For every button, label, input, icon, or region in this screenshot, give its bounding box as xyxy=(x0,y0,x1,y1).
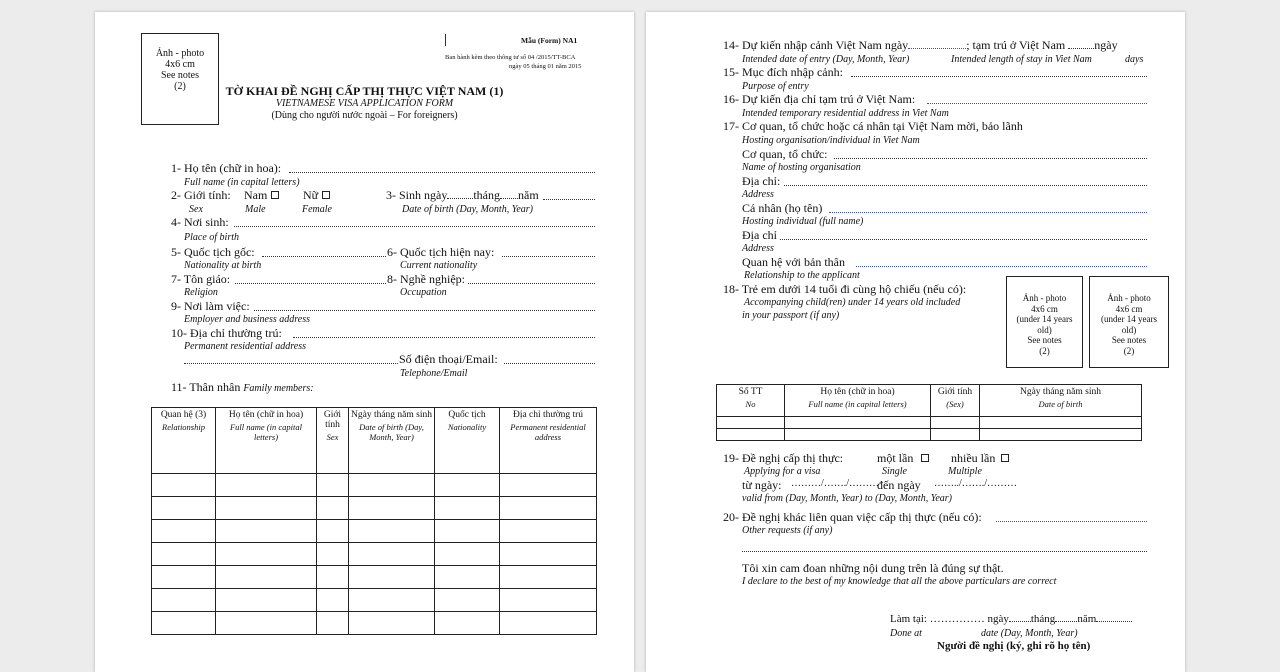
family-col-date-of-birth: Ngày tháng năm sinh Date of birth (Day, Month, Year) xyxy=(349,408,435,474)
children-col-date-of-birth: Ngày tháng năm sinh Date of birth xyxy=(980,385,1142,417)
child-photo-placeholder-1: Ảnh - photo 4x6 cm (under 14 years old) See notes (2) xyxy=(1006,276,1083,368)
full-name-field[interactable] xyxy=(289,172,595,173)
host-organisation-label-en: Name of hosting organisation xyxy=(742,162,861,173)
valid-period-label-en: valid from (Day, Month, Year) to (Day, Month, Year) xyxy=(742,493,952,504)
form-title-vn: TỜ KHAI ĐỀ NGHỊ CẤP THỊ THỰC VIỆT NAM (1) xyxy=(225,84,504,98)
field-7-label: 7- Tôn giáo: xyxy=(171,272,231,286)
signing-place-date-line xyxy=(890,613,1132,625)
field-15-label: 15- Mục đích nhập cảnh: xyxy=(723,65,843,79)
host-address-field[interactable] xyxy=(784,185,1147,186)
birth-month-label: tháng xyxy=(473,188,501,202)
sex-male-option[interactable] xyxy=(244,188,279,203)
field-9-label-en: Employer and business address xyxy=(184,314,311,325)
family-col-address: Địa chỉ thường trú Permanent residential address xyxy=(500,408,597,474)
nationality-at-birth-field[interactable] xyxy=(262,256,386,257)
signing-place-field[interactable]: …………… xyxy=(929,613,985,625)
form-title-note: (Dùng cho người nước ngoài – For foreigners) xyxy=(271,110,458,121)
place-of-birth-field[interactable] xyxy=(234,226,595,227)
host-individual-label: Cá nhân (họ tên) xyxy=(742,201,823,215)
male-label-en: Male xyxy=(245,204,266,215)
field-18-label-en: Accompanying child(ren) under 14 years old included xyxy=(744,297,961,308)
multiple-entry-option[interactable] xyxy=(951,451,1009,466)
table-row[interactable] xyxy=(717,417,1142,429)
field-5-label-en: Nationality at birth xyxy=(184,260,262,271)
field-18-label-en-2: in your passport (if any) xyxy=(742,310,840,321)
relationship-label: Quan hệ với bản thân xyxy=(742,255,845,269)
form-title-en: VIETNAMESE VISA APPLICATION FORM xyxy=(275,98,454,109)
valid-from-field[interactable]: ………/……./……… xyxy=(791,478,880,489)
declaration-vn: Tôi xin cam đoan những nội dung trên là đúng sự thật. xyxy=(742,561,1004,575)
signing-date-label-en: date (Day, Month, Year) xyxy=(981,628,1078,639)
host-address-label-en: Address xyxy=(742,189,774,200)
photo-size: 4x6 cm xyxy=(165,59,195,70)
signing-month-label: tháng xyxy=(1030,613,1056,625)
photo-label: Ảnh - photo xyxy=(155,48,205,59)
field-4-label: 4- Nơi sinh: xyxy=(171,215,229,229)
field-3-label-en: Date of birth (Day, Month, Year) xyxy=(402,204,534,215)
multiple-entry-checkbox[interactable] xyxy=(1001,454,1009,462)
relationship-label-en: Relationship to the applicant xyxy=(744,270,860,281)
single-entry-checkbox[interactable] xyxy=(921,454,929,462)
field-16-label: 16- Dự kiến địa chỉ tạm trú ở Việt Nam: xyxy=(723,92,916,106)
applicant-signature-label: Người đề nghị (ký, ghi rõ họ tên) xyxy=(937,640,1091,652)
cursor-mark xyxy=(445,34,446,46)
male-label: Nam xyxy=(244,188,268,202)
single-entry-option[interactable] xyxy=(877,451,929,466)
field-19-label: 19- Đề nghị cấp thị thực: xyxy=(723,451,844,465)
employer-field[interactable] xyxy=(254,310,595,311)
field-5-label: 5- Quốc tịch gốc: xyxy=(171,245,255,259)
family-col-relationship: Quan hệ (3) Relationship xyxy=(152,408,216,474)
field-20-label: 20- Đề nghị khác liên quan việc cấp thị thực (nếu có): xyxy=(723,510,982,524)
signing-place-label: Làm tại: xyxy=(890,613,927,625)
sex-female-option[interactable] xyxy=(303,188,330,203)
field-10-label: 10- Địa chỉ thường trú: xyxy=(171,326,282,340)
host-individual-field[interactable] xyxy=(829,212,1147,213)
phone-email-label: Số điện thoại/Email: xyxy=(399,352,498,366)
field-18-label: 18- Trẻ em dưới 14 tuổi đi cùng hộ chiếu (nếu có): xyxy=(723,282,967,296)
family-col-nationality: Quốc tịch Nationality xyxy=(435,408,500,474)
field-10-label-en: Permanent residential address xyxy=(184,341,307,352)
signing-day-label: ngày xyxy=(987,613,1009,625)
relationship-field[interactable] xyxy=(856,266,1147,267)
table-row[interactable] xyxy=(152,566,597,589)
family-table-header xyxy=(152,408,597,474)
children-table-header xyxy=(717,385,1142,417)
field-1-label: 1- Họ tên (chữ in hoa): xyxy=(171,161,282,175)
temporary-address-field[interactable] xyxy=(927,103,1147,104)
children-col-sex: Giới tính (Sex) xyxy=(931,385,980,417)
other-requests-line-2[interactable] xyxy=(742,551,1147,552)
host-individual-address-label: Địa chỉ xyxy=(742,228,777,242)
multiple-entry-label-en: Multiple xyxy=(948,466,982,477)
birth-day-label: 3- Sinh ngày xyxy=(386,188,448,202)
host-individual-label-en: Hosting individual (full name) xyxy=(742,216,864,227)
document-page-left xyxy=(95,12,634,672)
family-members-table xyxy=(151,407,597,635)
photo-note-number: (2) xyxy=(174,81,186,92)
permanent-address-line-2[interactable] xyxy=(184,363,398,364)
host-individual-address-label-en: Address xyxy=(742,243,774,254)
field-14-days-label-en: days xyxy=(1125,54,1144,65)
family-col-sex: Giới tính Sex xyxy=(317,408,349,474)
field-4-label-en: Place of birth xyxy=(184,232,239,243)
children-table xyxy=(716,384,1142,441)
table-row[interactable] xyxy=(152,543,597,566)
regulation-date: ngày 05 tháng 01 năm 2015 xyxy=(509,63,582,70)
field-3-label xyxy=(386,188,539,203)
birth-year-label: năm xyxy=(518,188,539,202)
table-row[interactable] xyxy=(152,612,597,635)
occupation-field[interactable] xyxy=(468,283,595,284)
valid-to-field[interactable]: ……../……./……… xyxy=(934,478,1018,489)
field-20-label-en: Other requests (if any) xyxy=(742,525,833,536)
permanent-address-field[interactable] xyxy=(293,337,595,338)
children-col-no: Số TT No xyxy=(717,385,785,417)
female-checkbox[interactable] xyxy=(322,191,330,199)
field-8-label: 8- Nghề nghiệp: xyxy=(387,272,465,286)
field-19-label-en: Applying for a visa xyxy=(744,466,821,477)
field-2-label-en: Sex xyxy=(189,204,203,215)
field-1-label-en: Full name (in capital letters) xyxy=(184,177,300,188)
signing-year-label: năm xyxy=(1077,613,1097,625)
field-17-label: 17- Cơ quan, tổ chức hoặc cá nhân tại Việt Nam mời, bảo lãnh xyxy=(723,119,1023,133)
multiple-entry-label: nhiều lần xyxy=(951,451,996,465)
female-label: Nữ xyxy=(303,188,319,202)
done-at-label-en: Done at xyxy=(890,628,922,639)
regulation-reference: Ban hành kèm theo thông tư số 04 /2015/TT-BCA xyxy=(445,54,576,61)
children-col-full-name: Họ tên (chữ in hoa) Full name (in capital letters) xyxy=(785,385,931,417)
field-8-label-en: Occupation xyxy=(400,287,447,298)
family-members-label-en: Family members: xyxy=(243,383,314,394)
host-organisation-label: Cơ quan, tổ chức: xyxy=(742,147,828,161)
child-photo-placeholder-2: Ảnh - photo 4x6 cm (under 14 years old) See notes (2) xyxy=(1089,276,1169,368)
male-checkbox[interactable] xyxy=(271,191,279,199)
family-members-label: 11- Thân nhân xyxy=(171,380,241,394)
field-14-stay-label-en: Intended length of stay in Viet Nam xyxy=(951,54,1092,65)
female-label-en: Female xyxy=(302,204,332,215)
host-individual-address-field[interactable] xyxy=(780,239,1147,240)
table-row[interactable] xyxy=(152,497,597,520)
table-row[interactable] xyxy=(152,589,597,612)
field-6-label: 6- Quốc tịch hiện nay: xyxy=(387,245,495,259)
table-row[interactable] xyxy=(152,520,597,543)
field-6-label-en: Current nationality xyxy=(400,260,478,271)
field-14-label-en: Intended date of entry (Day, Month, Year) xyxy=(742,54,910,65)
field-16-label-en: Intended temporary residential address in Viet Nam xyxy=(742,108,949,119)
stay-length-label: ; tạm trú ở Việt Nam xyxy=(966,38,1066,52)
phone-email-label-en: Telephone/Email xyxy=(400,368,468,379)
family-col-full-name: Họ tên (chữ in hoa) Full name (in capital letters) xyxy=(216,408,317,474)
single-entry-label: một lần xyxy=(877,451,914,465)
photo-notes: See notes xyxy=(160,70,200,81)
entry-date-label: 14- Dự kiến nhập cảnh Việt Nam ngày xyxy=(723,38,909,52)
host-address-label: Địa chỉ: xyxy=(742,174,781,188)
religion-field[interactable] xyxy=(235,283,386,284)
field-11-label xyxy=(171,380,314,395)
table-row[interactable] xyxy=(152,474,597,497)
days-label: ngày xyxy=(1094,38,1118,52)
field-17-label-en: Hosting organisation/individual in Viet Nam xyxy=(742,135,920,146)
current-nationality-field[interactable] xyxy=(502,256,595,257)
phone-email-field[interactable] xyxy=(504,363,595,364)
table-row[interactable] xyxy=(717,429,1142,441)
field-14-label xyxy=(723,38,1118,53)
valid-from-label: từ ngày: xyxy=(742,478,782,492)
other-requests-field[interactable] xyxy=(996,521,1147,522)
host-organisation-field[interactable] xyxy=(834,158,1147,159)
field-2-label: 2- Giới tính: xyxy=(171,188,231,202)
declaration-en: I declare to the best of my knowledge that all the above particulars are correct xyxy=(742,576,1057,587)
document-page-right xyxy=(646,12,1185,672)
form-code: Mẫu (Form) NA1 xyxy=(521,36,578,45)
purpose-of-entry-field[interactable] xyxy=(851,76,1147,77)
date-of-birth-field[interactable] xyxy=(543,199,595,200)
field-9-label: 9- Nơi làm việc: xyxy=(171,299,250,313)
single-entry-label-en: Single xyxy=(882,466,907,477)
field-7-label-en: Religion xyxy=(184,287,218,298)
valid-to-label: đến ngày xyxy=(877,478,921,492)
field-15-label-en: Purpose of entry xyxy=(742,81,809,92)
